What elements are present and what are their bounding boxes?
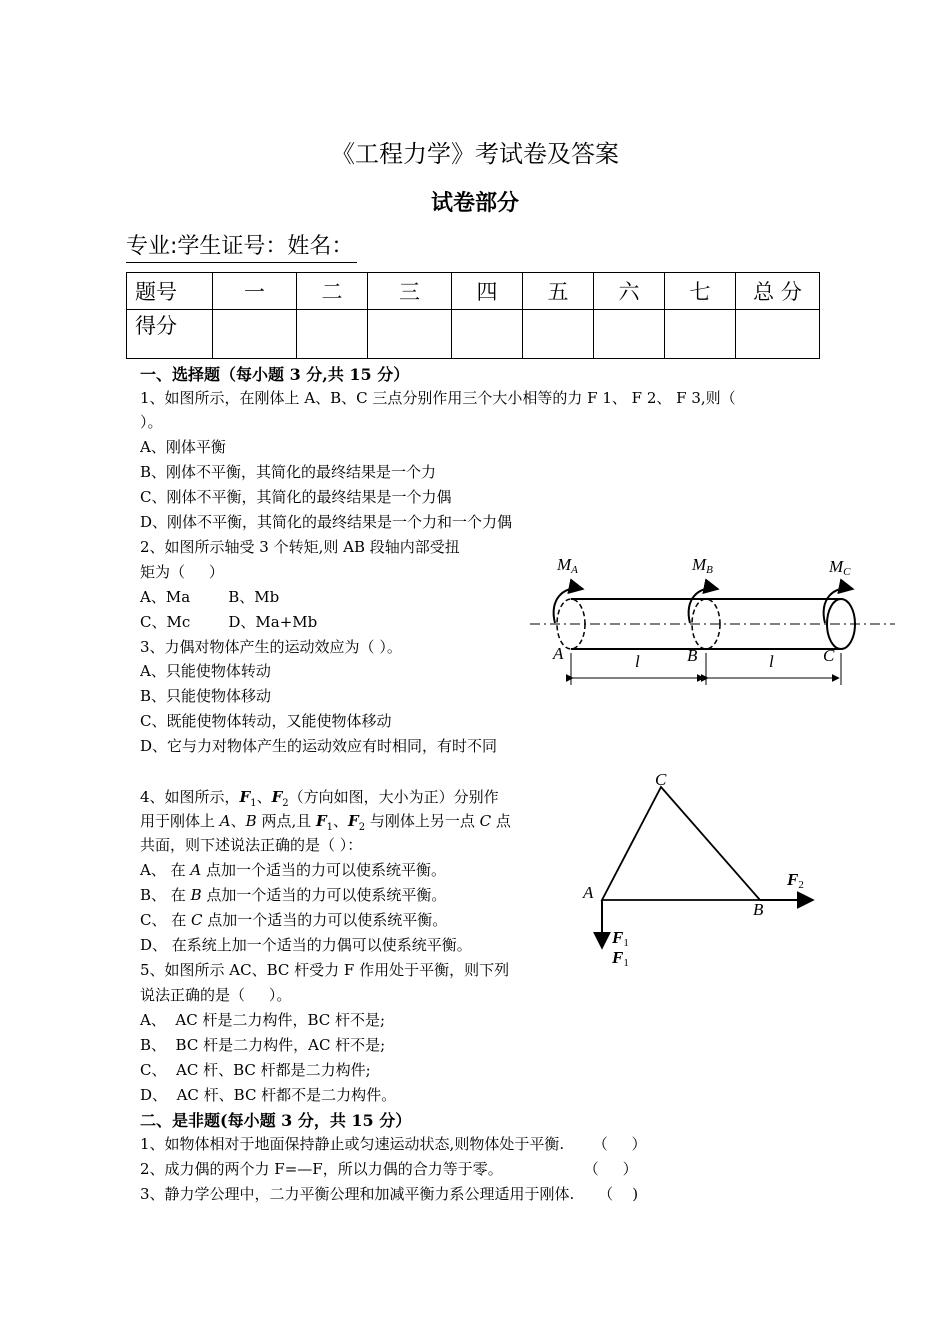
q1-option-b[interactable]: B、刚体不平衡，其简化的最终结果是一个力 (140, 463, 437, 481)
q4-option-d[interactable]: D、 在系统上加一个适当的力偶可以使系统平衡。 (140, 936, 472, 954)
force-f2-label: F2 (787, 870, 804, 891)
torque-label-mc: MC (829, 557, 851, 578)
q4-point-b: B (190, 886, 202, 904)
q4-text: 两点,且 (256, 812, 316, 830)
q1-stem: 1、如图所示，在刚体上 A、B、C 三点分别作用三个大小相等的力 F 1、 F 2、 F 3,则（ (140, 389, 736, 407)
score-table-header-row (127, 273, 820, 310)
tf-item-1[interactable]: 1、如物体相对于地面保持静止或匀速运动状态,则物体处于平衡. （ ） (140, 1135, 647, 1153)
point-label-b: B (687, 646, 698, 665)
page-title: 《工程力学》考试卷及答案 (331, 140, 619, 168)
q4-option-text: C、 在 (140, 911, 192, 929)
q2-options-ab[interactable]: A、Ma B、Mb (140, 588, 280, 606)
triangle-point-c: C (655, 770, 667, 789)
q4-option-text: 点加一个适当的力可以使系统平衡。 (202, 911, 448, 929)
student-info-line: 专业:学生证号：姓名： (126, 232, 357, 263)
q1-option-d[interactable]: D、刚体不平衡，其简化的最终结果是一个力和一个力偶 (140, 513, 513, 531)
score-header-cell: 二 (297, 273, 368, 310)
q5-stem-end: 说法正确的是（ ）。 (140, 986, 292, 1004)
point-label-a: A (553, 644, 564, 663)
q5-option-b[interactable]: B、 BC 杆是二力构件，AC 杆不是; (140, 1036, 386, 1054)
score-cell[interactable] (452, 310, 523, 359)
q4-text: （方向如图，大小为正）分别作 (288, 788, 499, 806)
q4-text: 用于刚体上 (140, 812, 220, 830)
q4-option-text: 点加一个适当的力可以使系统平衡。 (201, 886, 447, 904)
q4-option-c[interactable] (140, 910, 447, 930)
score-header-cell: 一 (213, 273, 297, 310)
q4-f1-sub: 1 (250, 798, 257, 809)
triangle-point-a: A (583, 883, 594, 902)
force-f1-label-2: F1 (612, 948, 629, 969)
triangle-point-b: B (753, 900, 764, 919)
torque-label-ma: MA (557, 555, 578, 576)
score-cell[interactable] (736, 310, 820, 359)
q4-stem-line1 (140, 787, 499, 814)
q4-f2: F (348, 812, 359, 830)
q4-option-a[interactable] (140, 860, 446, 880)
q4-f1: F (239, 788, 251, 806)
q2-stem: 2、如图所示轴受 3 个转矩,则 AB 段轴内部受扭 (140, 538, 460, 556)
q4-f2: F (271, 788, 283, 806)
shaft-figure (525, 545, 905, 695)
q4-point-a: A (190, 861, 202, 879)
triangle-abc (602, 787, 760, 900)
q1-stem-end: ）。 (140, 413, 163, 431)
score-cell[interactable] (368, 310, 452, 359)
q2-stem-end: 矩为（ ） (140, 563, 224, 581)
q4-point-a: A (219, 812, 231, 830)
score-header-cell: 七 (665, 273, 736, 310)
q3-option-a[interactable]: A、只能使物体转动 (140, 662, 271, 680)
score-header-cell: 五 (523, 273, 594, 310)
q1-option-c[interactable]: C、刚体不平衡，其简化的最终结果是一个力偶 (140, 488, 452, 506)
section2-heading: 二、是非题(每小题 3 分，共 15 分） (140, 1111, 412, 1130)
score-header-cell: 六 (594, 273, 665, 310)
score-header-cell: 总 分 (736, 273, 820, 310)
q3-stem: 3、力偶对物体产生的运动效应为（ ）。 (140, 638, 402, 656)
q3-option-b[interactable]: B、只能使物体移动 (140, 687, 272, 705)
q4-stem-line2 (140, 811, 511, 838)
length-label-ab: l (635, 652, 640, 671)
torque-label-mb: MB (692, 555, 713, 576)
q4-stem-line3: 共面，则下述说法正确的是（ ）： (140, 836, 363, 854)
q4-option-text: A、 在 (140, 861, 191, 879)
score-row-label: 得分 (127, 310, 213, 359)
q5-option-d[interactable]: D、 AC 杆、BC 杆都不是二力构件。 (140, 1086, 397, 1104)
score-cell[interactable] (594, 310, 665, 359)
q4-text: 与刚体上另一点 (365, 812, 480, 830)
q4-text: 4、如图所示， (140, 788, 240, 806)
score-cell[interactable] (665, 310, 736, 359)
q3-option-c[interactable]: C、既能使物体转动，又能使物体移动 (140, 712, 392, 730)
tf-item-3[interactable]: 3、静力学公理中，二力平衡公理和加减平衡力系公理适用于刚体. （ ) (140, 1185, 639, 1203)
score-cell[interactable] (297, 310, 368, 359)
q4-point-c: C (191, 911, 203, 929)
triangle-figure (575, 765, 835, 975)
q4-sep: 、 (256, 788, 272, 806)
q2-options-cd[interactable]: C、Mc D、Ma+Mb (140, 613, 318, 631)
length-label-bc: l (769, 652, 774, 671)
q4-point-c: C (479, 812, 492, 830)
score-table-row (127, 310, 820, 359)
q4-option-b[interactable] (140, 885, 446, 905)
q5-option-c[interactable]: C、 AC 杆、BC 杆都是二力构件; (140, 1061, 371, 1079)
force-f1-label: F1 (612, 928, 629, 949)
q4-f2-sub: 2 (282, 798, 289, 809)
score-header-cell: 三 (368, 273, 452, 310)
q4-f2-sub: 2 (358, 822, 366, 833)
q4-option-text: 点加一个适当的力可以使系统平衡。 (201, 861, 446, 879)
score-table (126, 272, 820, 359)
score-header-cell: 四 (452, 273, 523, 310)
q4-text: 、 (230, 812, 246, 830)
score-cell[interactable] (213, 310, 297, 359)
q4-option-text: B、 在 (140, 886, 191, 904)
q4-f1: F (315, 812, 327, 830)
tf-item-2[interactable]: 2、成力偶的两个力 F=—F，所以力偶的合力等于零。 （ ） (140, 1160, 638, 1178)
q4-sep: 、 (333, 812, 349, 830)
q5-stem: 5、如图所示 AC、BC 杆受力 F 作用处于平衡，则下列 (140, 961, 510, 979)
section1-heading: 一、选择题（每小题 3 分,共 15 分） (140, 365, 410, 384)
score-header-cell: 题号 (127, 273, 213, 310)
page-subtitle: 试卷部分 (430, 191, 519, 216)
point-label-c: C (823, 646, 835, 665)
q4-point-b: B (245, 812, 257, 830)
q1-option-a[interactable]: A、刚体平衡 (140, 438, 226, 456)
q5-option-a[interactable]: A、 AC 杆是二力构件，BC 杆不是; (140, 1011, 386, 1029)
q4-f1-sub: 1 (326, 822, 334, 833)
q4-text: 点 (491, 812, 511, 830)
score-cell[interactable] (523, 310, 594, 359)
q3-option-d[interactable]: D、它与力对物体产生的运动效应有时相同，有时不同 (140, 737, 498, 755)
